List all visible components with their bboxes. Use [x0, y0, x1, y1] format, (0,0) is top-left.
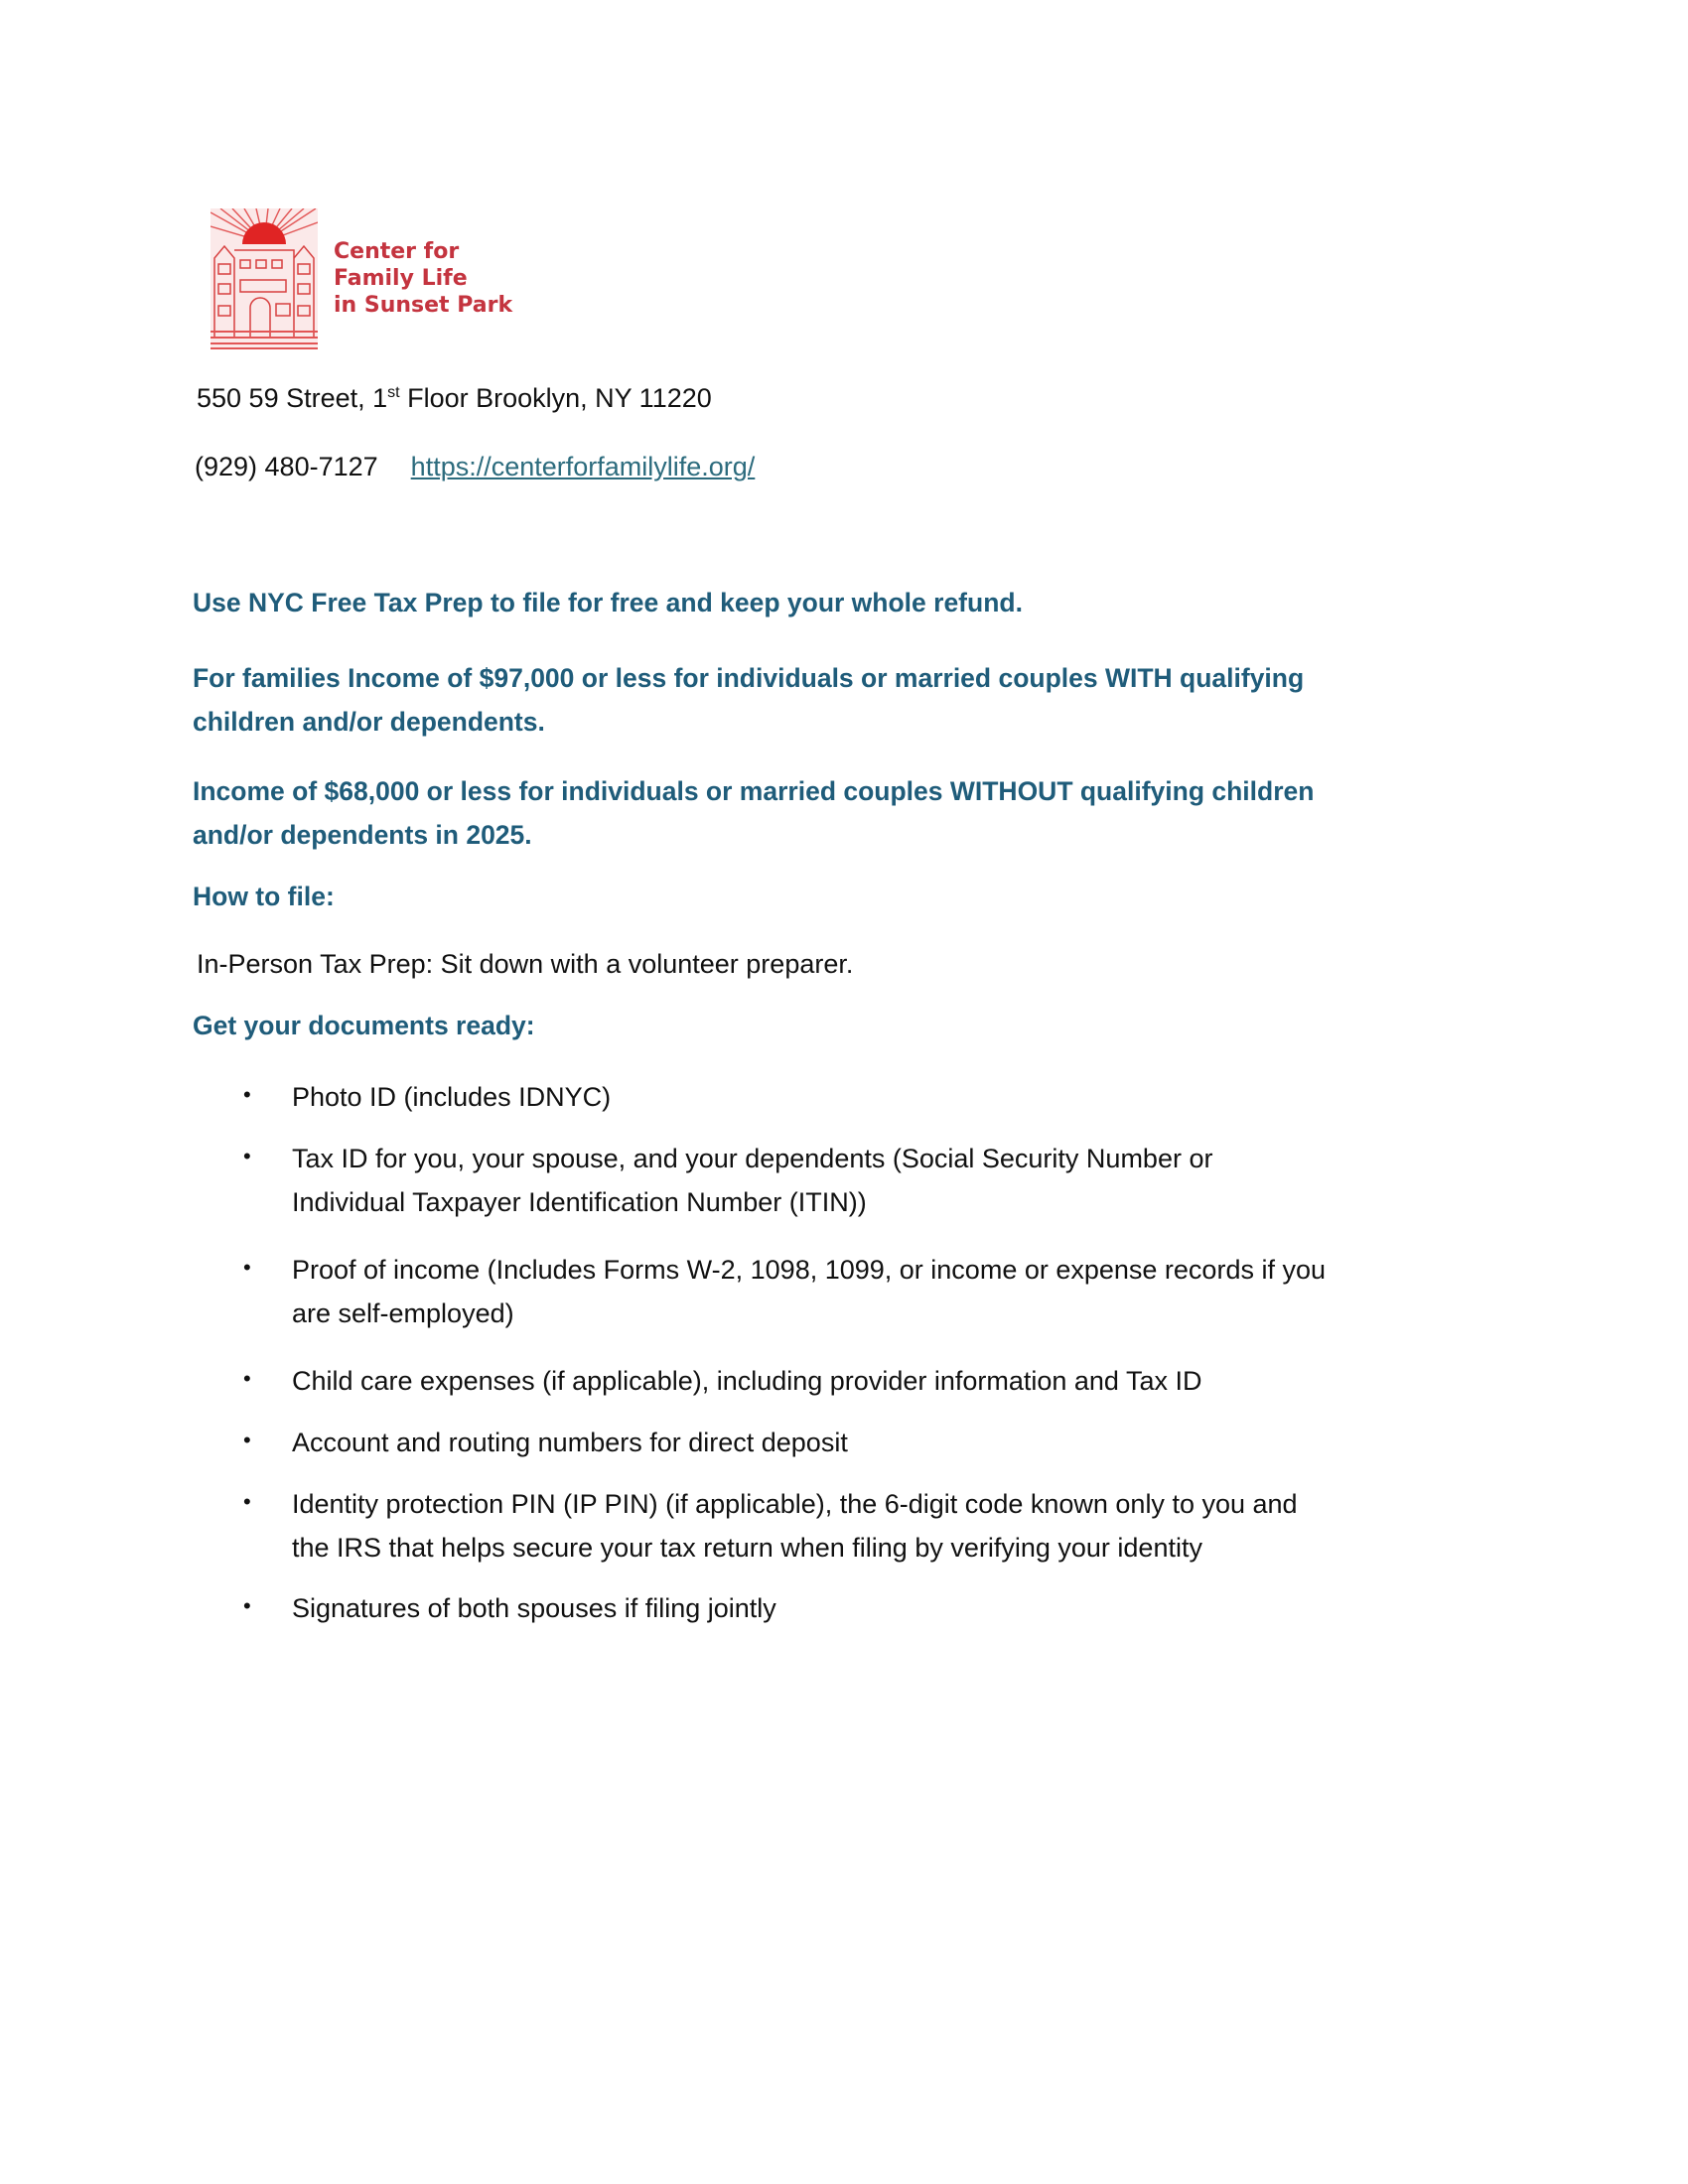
list-item [292, 1482, 1298, 1570]
list-item-line: Tax ID for you, your spouse, and your dependents (Social Security Number or [292, 1144, 1213, 1173]
how-to-file-text: In-Person Tax Prep: Sit down with a volunteer preparer. [197, 949, 854, 979]
list-item [292, 1075, 611, 1119]
address [197, 383, 712, 414]
organization-name [334, 238, 512, 319]
list-item-line: Signatures of both spouses if filing jointly [292, 1593, 776, 1623]
contact-line [195, 452, 755, 482]
bullet-icon: • [243, 1366, 251, 1391]
list-item-line: the IRS that helps secure your tax return when filing by verifying your identity [292, 1533, 1202, 1563]
sunset-buildings-logo-icon [211, 208, 318, 349]
eligibility-without-dependents [193, 769, 1314, 857]
bullet-icon: • [243, 1593, 251, 1618]
organization-name-line: in Sunset Park [334, 293, 513, 318]
website-link[interactable]: https://centerforfamilylife.org/ [410, 452, 756, 481]
address-superscript: st [387, 384, 400, 401]
eligibility-without-line: Income of $68,000 or less for individuals or married couples WITHOUT qualifying children [193, 776, 1315, 806]
list-item-line: Account and routing numbers for direct deposit [292, 1428, 848, 1457]
bullet-icon: • [243, 1082, 251, 1107]
organization-name-line: Center for [334, 239, 460, 264]
list-item-line: Child care expenses (if applicable), including provider information and Tax ID [292, 1366, 1202, 1396]
bullet-icon: • [243, 1144, 251, 1168]
phone-number: (929) 480-7127 [195, 452, 378, 481]
list-item [292, 1137, 1212, 1224]
eligibility-with-line: children and/or dependents. [193, 707, 545, 737]
list-item [292, 1359, 1201, 1403]
list-item-line: are self-employed) [292, 1298, 514, 1328]
bullet-icon: • [243, 1255, 251, 1280]
organization-logo [211, 208, 318, 349]
list-item-line: Identity protection PIN (IP PIN) (if applicable), the 6-digit code known only to you and [292, 1489, 1298, 1519]
bullet-icon: • [243, 1428, 251, 1452]
eligibility-with-line: For families Income of $97,000 or less for individuals or married couples WITH qualifying [193, 663, 1305, 693]
eligibility-with-dependents [193, 656, 1304, 744]
eligibility-without-line: and/or dependents in 2025. [193, 820, 532, 850]
list-item-line: Photo ID (includes IDNYC) [292, 1082, 612, 1112]
documents-heading: Get your documents ready: [193, 1011, 535, 1040]
organization-name-line: Family Life [334, 266, 468, 291]
list-item-line: Proof of income (Includes Forms W-2, 1098, 1099, or income or expense records if you [292, 1255, 1326, 1285]
how-to-file-heading: How to file: [193, 882, 335, 911]
list-item-line: Individual Taxpayer Identification Number (ITIN)) [292, 1187, 867, 1217]
address-prefix: 550 59 Street, 1 [197, 383, 388, 413]
list-item [292, 1248, 1326, 1335]
address-suffix: Floor Brooklyn, NY 11220 [399, 383, 712, 413]
list-item [292, 1421, 848, 1464]
headline: Use NYC Free Tax Prep to file for free and keep your whole refund. [193, 588, 1023, 617]
bullet-icon: • [243, 1489, 251, 1514]
list-item [292, 1586, 776, 1630]
